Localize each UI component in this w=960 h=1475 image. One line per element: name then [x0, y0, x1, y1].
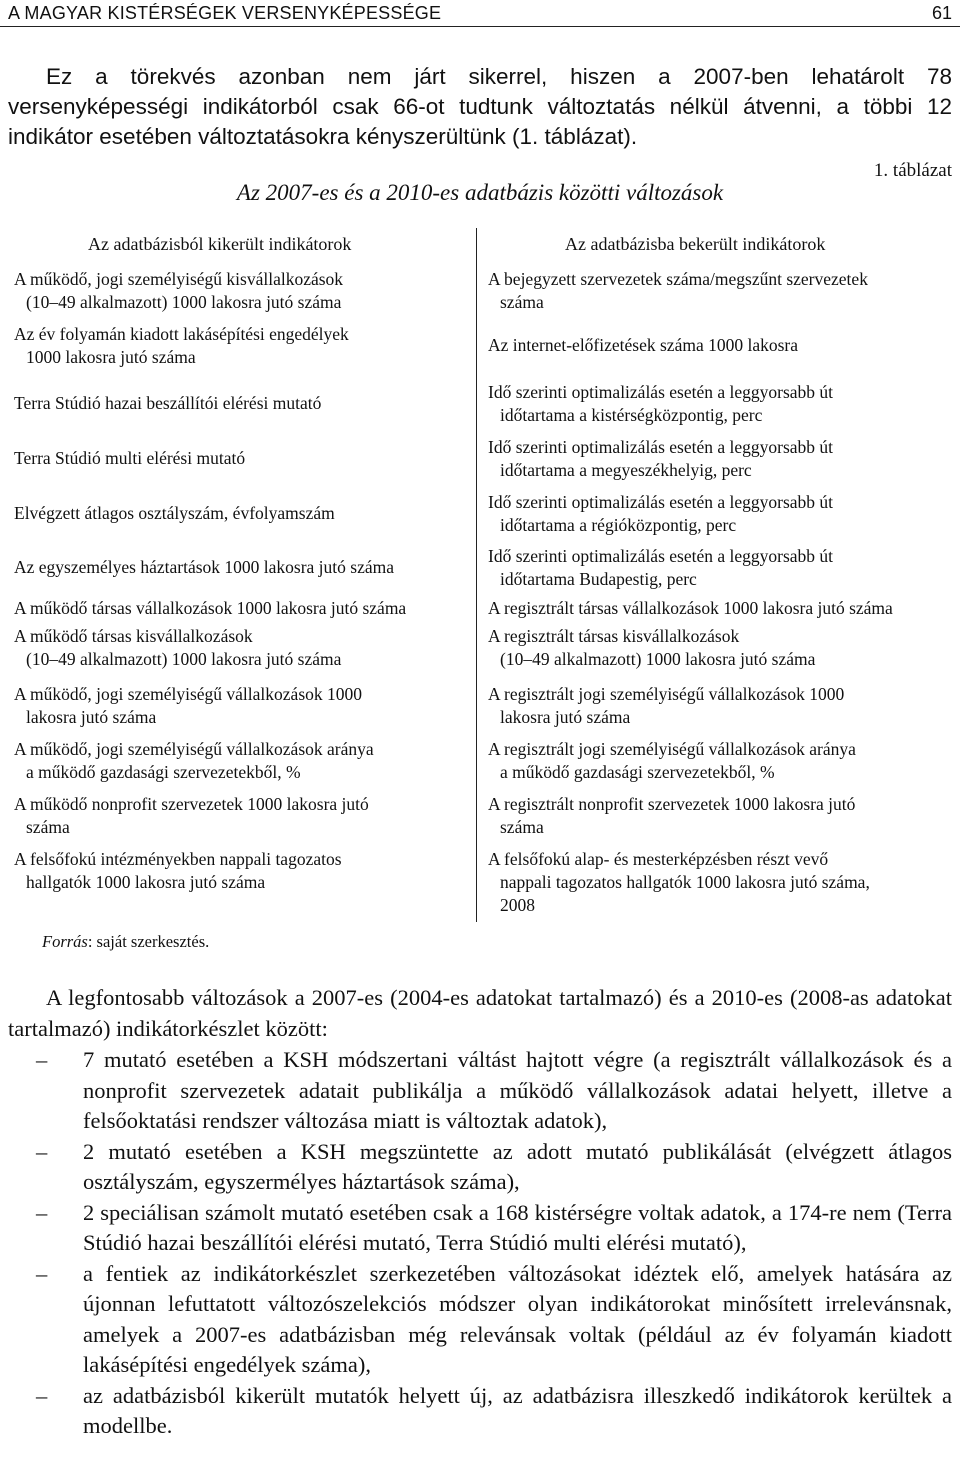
bullet-item	[8, 1137, 952, 1198]
cell-line: Elvégzett átlagos osztályszám, évfolyamszám	[14, 503, 335, 523]
page-number: 61	[931, 3, 952, 23]
cell-line: időtartama a régióközpontig, perc	[500, 515, 737, 535]
cell-line: (10–49 alkalmazott) 1000 lakosra jutó száma	[26, 292, 342, 312]
running-header	[0, 0, 960, 27]
table-cell-right	[488, 436, 954, 482]
table-cell-right	[488, 381, 954, 427]
cell-line: Idő szerinti optimalizálás esetén a leggyorsabb út	[488, 546, 834, 566]
bullet-dash: –	[36, 1199, 48, 1225]
table-cell-left	[14, 683, 472, 729]
table-cell-right	[488, 545, 954, 591]
bullet-dash: –	[36, 1382, 48, 1408]
cell-line: A működő, jogi személyiségű kisvállalkozások	[14, 269, 344, 289]
body-text: A legfontosabb változások a 2007-es (2004-es adatokat tartalmazó) és a 2010-es (2008-as adatokat tartalmazó) indikátorkészlet között:	[8, 985, 952, 1041]
bullet-text: a fentiek az indikátorkészlet szerkezetében változásokat idéztek elő, amelyek hatására az újonnan lefuttatott változószelekciós módszer olyan indikátorokat minősített irrelevánsnak, amelyek a 2007-es adatbázisban még relevánsak voltak (például az év folyamán kiadott lakásépítési engedélyek száma),	[83, 1260, 952, 1377]
cell-line: lakosra jutó száma	[500, 707, 631, 727]
cell-line: a működő gazdasági szervezetekből, %	[500, 762, 775, 782]
source-label: Forrás	[42, 932, 88, 951]
table-cell-left	[14, 597, 472, 620]
cell-line: A regisztrált jogi személyiségű vállalkozások 1000	[488, 684, 845, 704]
cell-line: A működő nonprofit szervezetek 1000 lakosra jutó	[14, 794, 369, 814]
table-cell-left	[14, 625, 472, 671]
cell-line: A regisztrált társas kisvállalkozások	[488, 626, 740, 646]
table-cell-right	[488, 848, 954, 917]
table-title: Az 2007-es és a 2010-es adatbázis közötti változások	[236, 180, 724, 205]
cell-line: 1000 lakosra jutó száma	[26, 347, 196, 367]
bullet-text: az adatbázisból kikerült mutatók helyett új, az adatbázisra illeszkedő indikátorok kerültek a modellbe.	[83, 1382, 952, 1438]
table-source	[42, 932, 209, 952]
cell-line: lakosra jutó száma	[26, 707, 157, 727]
table-cell-left	[14, 793, 472, 839]
bullet-text: 2 mutató esetében a KSH megszüntette az adott mutató publikálását (elvégzett átlagos osztályszám, egyszermélyes háztartások száma),	[83, 1138, 952, 1194]
table-cell-right	[488, 793, 954, 839]
table-cell-left	[14, 447, 472, 470]
cell-line: hallgatók 1000 lakosra jutó száma	[26, 872, 266, 892]
cell-line: Az egyszemélyes háztartások 1000 lakosra jutó száma	[14, 557, 395, 577]
bullet-text: 7 mutató esetében a KSH módszertani váltást hajtott végre (a regisztrált vállalkozások és a nonprofit szervezetek adatait publikálja a működő vállalkozások adatai helyett, illetve a felsőoktatási rendszer változása miatt is változtak adatok),	[83, 1047, 952, 1133]
bullet-item	[8, 1198, 952, 1259]
cell-line: időtartama a megyeszékhelyig, perc	[500, 460, 752, 480]
cell-line: (10–49 alkalmazott) 1000 lakosra jutó száma	[26, 649, 342, 669]
bullet-list	[8, 1045, 952, 1442]
body-paragraph	[8, 983, 952, 1044]
bullet-dash: –	[36, 1260, 48, 1286]
table-cell-right	[488, 738, 954, 784]
bullet-item	[8, 1259, 952, 1381]
table-cell-right	[488, 683, 954, 729]
cell-line: A regisztrált jogi személyiségű vállalkozások aránya	[488, 739, 856, 759]
column-header-removed: Az adatbázisból kikerült indikátorok	[88, 234, 352, 254]
cell-line: Idő szerinti optimalizálás esetén a leggyorsabb út	[488, 492, 834, 512]
running-header-title: A MAGYAR KISTÉRSÉGEK VERSENYKÉPESSÉGE	[8, 3, 442, 23]
bullet-dash: –	[36, 1138, 48, 1164]
table-cell-right	[488, 268, 954, 314]
bullet-text: 2 speciálisan számolt mutató esetében csak a 168 kistérségre voltak adatok, a 174-re nem (Terra Stúdió hazai beszállítói elérési mutató, Terra Stúdió multi elérési mutató),	[83, 1199, 952, 1255]
table-reference: 1. táblázat	[873, 160, 952, 181]
table-cell-left	[14, 502, 472, 525]
source-text: : saját szerkesztés.	[87, 932, 210, 951]
cell-line: Idő szerinti optimalizálás esetén a leggyorsabb út	[488, 437, 834, 457]
cell-line: 2008	[500, 895, 535, 915]
cell-line: A felsőfokú alap- és mesterképzésben részt vevő	[488, 849, 829, 869]
table-cell-left	[14, 556, 472, 579]
cell-line: A működő társas vállalkozások 1000 lakosra jutó száma	[14, 598, 407, 618]
table-cell-left	[14, 268, 472, 314]
cell-line: A regisztrált nonprofit szervezetek 1000 lakosra jutó	[488, 794, 856, 814]
cell-line: száma	[500, 292, 544, 312]
cell-line: száma	[500, 817, 544, 837]
cell-line: a működő gazdasági szervezetekből, %	[26, 762, 301, 782]
cell-line: Terra Stúdió multi elérési mutató	[14, 448, 246, 468]
cell-line: A működő, jogi személyiségű vállalkozások 1000	[14, 684, 363, 704]
table-cell-left	[14, 848, 472, 894]
column-header-added: Az adatbázisba bekerült indikátorok	[565, 234, 826, 254]
cell-line: (10–49 alkalmazott) 1000 lakosra jutó száma	[500, 649, 816, 669]
cell-line: A működő, jogi személyiségű vállalkozások aránya	[14, 739, 374, 759]
table-cell-left	[14, 323, 472, 369]
cell-line: Idő szerinti optimalizálás esetén a leggyorsabb út	[488, 382, 834, 402]
cell-line: Terra Stúdió hazai beszállítói elérési mutató	[14, 393, 322, 413]
bullet-item	[8, 1045, 952, 1137]
cell-line: A felsőfokú intézményekben nappali tagozatos	[14, 849, 342, 869]
cell-line: száma	[26, 817, 70, 837]
column-divider	[476, 228, 477, 922]
cell-line: A működő társas kisvállalkozások	[14, 626, 253, 646]
table-cell-left	[14, 392, 472, 415]
table-cell-left	[14, 738, 472, 784]
table-cell-right	[488, 491, 954, 537]
table-cell-right	[488, 597, 954, 620]
bullet-dash: –	[36, 1047, 48, 1072]
intro-paragraph	[8, 62, 952, 152]
cell-line: időtartama a kistérségközpontig, perc	[500, 405, 763, 425]
table-cell-right	[488, 334, 954, 357]
cell-line: Az internet-előfizetések száma 1000 lakosra	[488, 335, 799, 355]
cell-line: Az év folyamán kiadott lakásépítési engedélyek	[14, 324, 349, 344]
table-cell-right	[488, 625, 954, 671]
intro-text: Ez a törekvés azonban nem járt sikerrel, hiszen a 2007-ben lehatárolt 78 versenyképességi indikátorból csak 66-ot tudtunk változtatás nélkül átvenni, a többi 12 indikátor esetében változtatásokra kényszerültünk (1. táblázat).	[8, 64, 952, 149]
cell-line: időtartama Budapestig, perc	[500, 569, 697, 589]
cell-line: A bejegyzett szervezetek száma/megszűnt szervezetek	[488, 269, 868, 289]
cell-line: A regisztrált társas vállalkozások 1000 lakosra jutó száma	[488, 598, 893, 618]
cell-line: nappali tagozatos hallgatók 1000 lakosra jutó száma,	[500, 872, 870, 892]
bullet-item	[8, 1381, 952, 1442]
